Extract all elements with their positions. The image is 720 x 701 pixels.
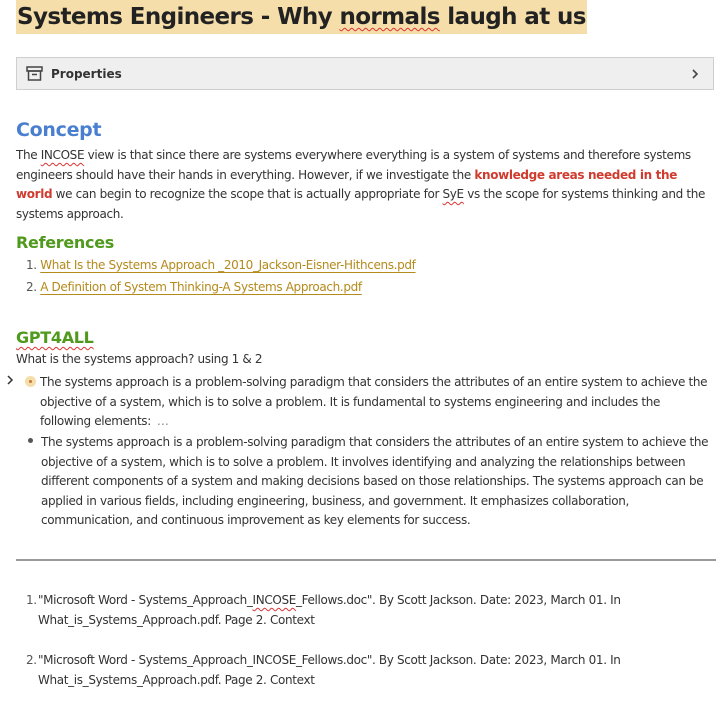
reference-item [26,280,362,294]
title-misspelled-word: normals [339,4,440,30]
title-part: Systems Engineers - Why [17,4,340,30]
misspelled-word: SyE [442,187,464,201]
collapsed-ellipsis[interactable]: … [156,414,169,428]
concept-heading: Concept [16,119,102,141]
footnote-text: "Microsoft Word - Systems_Approach_INCOSE_Fellows.doc". By Scott Jackson. Date: 2023, March 01. In What_is_Systems_Approach.pdf. Page 2. Context [38,653,621,687]
text-run: we can begin to recognize the scope that is actually appropriate for [52,187,443,201]
properties-panel[interactable] [16,57,714,90]
reference-number: 2. [26,280,37,294]
chevron-right-icon[interactable] [689,68,701,80]
text-run: The [16,148,41,162]
footnote-item [26,591,666,631]
footnote-text [38,591,638,630]
archive-icon [26,66,43,81]
footnote-divider [16,559,716,561]
gpt-answer-item [40,373,710,432]
footnote-item [26,651,666,691]
concept-paragraph [16,146,706,224]
footnote-number: 2. [26,653,37,667]
highlighted-phrase: knowledge areas needed in the world [16,167,677,201]
misspelled-word: INCOSE [252,593,296,607]
reference-item [26,258,416,272]
reference-number: 1. [26,258,37,272]
gpt-heading: GPT4ALL [16,328,94,347]
collapse-caret-icon[interactable] [5,374,15,386]
footnote-number: 1. [26,593,37,607]
text-run: _Fellows.doc". By Scott Jackson. Date: 2023, March 01. In What_is_Systems_Approach.pdf. Page 2. Context [38,593,621,627]
page-title [16,0,587,34]
text-run: vs the scope for systems thinking and the systems approach. [16,187,706,221]
bullet [28,438,33,443]
title-part: laugh at us [439,4,586,30]
text-run: "Microsoft Word - Systems_Approach_ [38,593,253,607]
answer-text: The systems approach is a problem-solving paradigm that considers the attributes of an entire system to achieve the objective of a system, which is to solve a problem. It is fundamental to systems engineering and includes the following elements: [40,375,708,428]
gpt-answer-item: The systems approach is a problem-solving paradigm that considers the attributes of an entire system to achieve the objective of a system, which is to solve a problem. It involves identifying and analyzing the relationships between different components of a system and making decisions based on those relationships. The systems approach can be applied in various fields, including engineering, business, and government. It emphasizes collaboration, communication, and continuous improvement as key elements for success. [41,435,709,527]
bullet-collapsed[interactable] [25,376,36,387]
reference-link[interactable]: What Is the Systems Approach _2010_Jackson-Eisner-Hithcens.pdf [40,258,416,272]
references-heading: References [16,233,114,252]
reference-link[interactable]: A Definition of System Thinking-A Systems Approach.pdf [40,280,362,294]
properties-label: Properties [51,67,122,81]
text-run: view is that since there are systems everywhere everything is a system of systems and therefore systems engineers should have their hands in everything. However, if we investigate the [16,148,691,182]
misspelled-word: INCOSE [40,148,85,162]
gpt-question: What is the systems approach? using 1 & 2 [16,352,263,366]
